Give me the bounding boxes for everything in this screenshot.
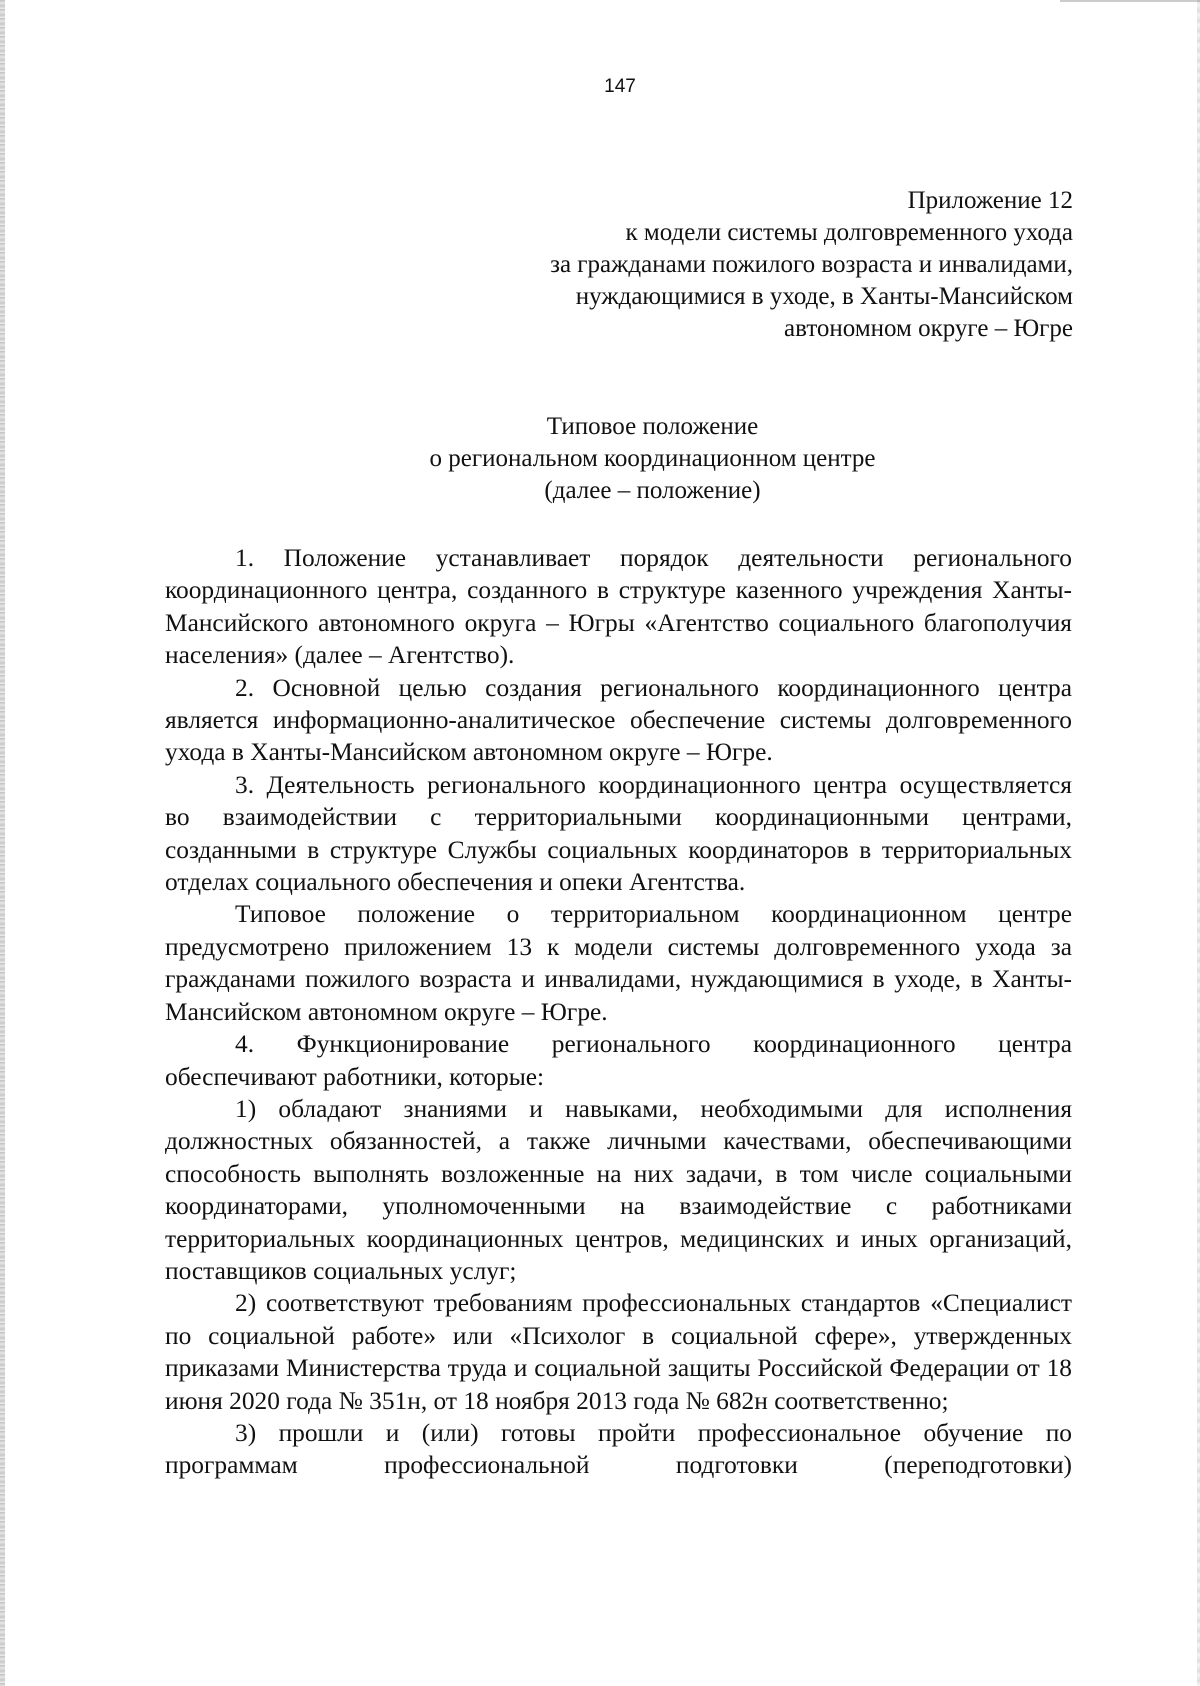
paragraph-1: 1. Положение устанавливает порядок деятельности регионального координационного центра, созданного в структуре казенного учреждения Ханты-Мансийского автономного округа – Югры «Агентство социального благополучия населения» (далее – Агентство). — [165, 544, 1072, 670]
scan-edge-top — [1060, 0, 1200, 2]
title-line: Типовое положение — [546, 413, 759, 440]
document-title — [0, 411, 1200, 507]
page-number: 147 — [604, 76, 636, 97]
scan-edge-left — [0, 0, 5, 1686]
title-line: о региональном координационном центре — [429, 445, 876, 472]
paragraph-2: 2. Основной целью создания регионального координационного центра является информационно-аналитическое обеспечение системы долговременного ухода в Ханты-Мансийском автономном округе – Югре. — [165, 673, 1072, 767]
paragraph-4-item-2: 2) соответствуют требованиям профессиональных стандартов «Специалист по социальной работе» или «Психолог в социальной сфере», утвержденных приказами Министерства труда и социальной защиты Российской Федерации от 18 июня 2020 года № 351н, от 18 ноября 2013 года № 682н соответственно; — [165, 1289, 1072, 1415]
document-body — [165, 542, 1072, 1482]
appendix-header — [550, 185, 1073, 345]
paragraph-4-item-3: 3) прошли и (или) готовы пройти профессиональное обучение по программам профессиональной подготовки (переподготовки) — [165, 1418, 1072, 1480]
appendix-line: автономном округе – Югре — [784, 315, 1073, 342]
appendix-title: Приложение 12 — [907, 187, 1073, 214]
paragraph-4: 4. Функционирование регионального координационного центра обеспечивают работники, которые: — [165, 1030, 1072, 1091]
appendix-line: к модели системы долговременного ухода — [625, 219, 1073, 246]
appendix-line: нуждающимися в уходе, в Ханты-Мансийском — [575, 283, 1073, 310]
paragraph-4-item-1: 1) обладают знаниями и навыками, необходимыми для исполнения должностных обязанностей, а также личными качествами, обеспечивающими способность выполнять возложенные на них задачи, в том числе социальными координаторами, уполномоченными на взаимодействие с работниками территориальных координационных центров, медицинских и иных организаций, поставщиков социальных услуг; — [165, 1094, 1072, 1285]
paragraph-3: 3. Деятельность регионального координационного центра осуществляется во взаимодействии с территориальными координационными центрами, созданными в структуре Службы социальных координаторов в территориальных отделах социального обеспечения и опеки Агентства. — [165, 770, 1072, 897]
appendix-line: за гражданами пожилого возраста и инвалидами, — [550, 251, 1073, 278]
paragraph-3-note: Типовое положение о территориальном координационном центре предусмотрено приложением 13 к модели системы долговременного ухода за гражданами пожилого возраста и инвалидами, нуждающимися в уходе, в Ханты-Мансийском автономном округе – Югре. — [165, 900, 1072, 1026]
title-line: (далее – положение) — [544, 477, 761, 504]
